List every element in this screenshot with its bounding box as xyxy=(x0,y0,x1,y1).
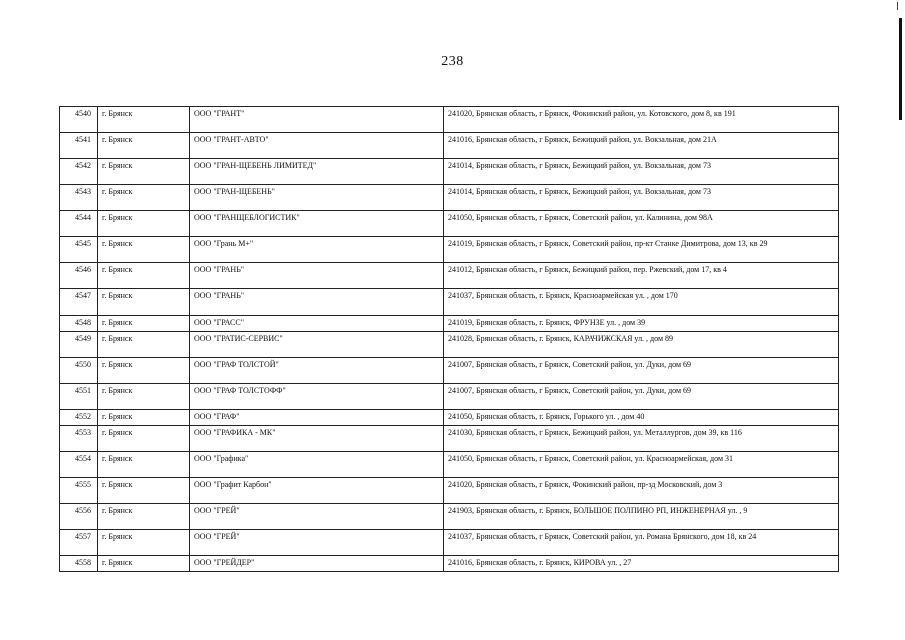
organization-cell: ООО "ГРАСС" xyxy=(190,316,444,332)
table-row xyxy=(60,107,839,133)
city-cell: г. Брянск xyxy=(98,159,190,185)
address-cell: 241037, Брянская область, г Брянск, Советский район, ул. Романа Брянского, дом 18, кв 24 xyxy=(444,530,839,556)
organization-cell: ООО "ГРАФ" xyxy=(190,410,444,426)
organization-cell: ООО "ГРАФ ТОЛСТОФФ" xyxy=(190,384,444,410)
page-edge-mark xyxy=(899,18,902,120)
registry-table-body xyxy=(60,107,839,572)
table-row xyxy=(60,410,839,426)
address-cell: 241030, Брянская область, г Брянск, Бежицкий район, ул. Металлургов, дом 39, кв 116 xyxy=(444,426,839,452)
organization-cell: ООО "ГРАФ ТОЛСТОЙ" xyxy=(190,358,444,384)
table-row xyxy=(60,478,839,504)
organization-cell: ООО "ГРЕЙ" xyxy=(190,530,444,556)
table-row xyxy=(60,530,839,556)
address-cell: 241007, Брянская область, г Брянск, Советский район, ул. Дуки, дом 69 xyxy=(444,358,839,384)
address-cell: 241050, Брянская область, г Брянск, Советский район, ул. Калинина, дом 98А xyxy=(444,211,839,237)
table-row xyxy=(60,159,839,185)
row-number-cell: 4545 xyxy=(60,237,98,263)
address-cell: 241016, Брянская область, г. Брянск, КИРОВА ул. , 27 xyxy=(444,556,839,572)
address-cell: 241019, Брянская область, г Брянск, Советский район, пр-кт Станке Димитрова, дом 13, кв 29 xyxy=(444,237,839,263)
table-row xyxy=(60,133,839,159)
row-number-cell: 4558 xyxy=(60,556,98,572)
address-cell: 241020, Брянская область, г Брянск, Фокинский район, ул. Котовского, дом 8, кв 191 xyxy=(444,107,839,133)
registry-table xyxy=(59,106,839,572)
table-row xyxy=(60,426,839,452)
address-cell: 241012, Брянская область, г Брянск, Бежицкий район, пер. Ржевский, дом 17, кв 4 xyxy=(444,263,839,289)
address-cell: 241014, Брянская область, г Брянск, Бежицкий район, ул. Вокзальная, дом 73 xyxy=(444,159,839,185)
organization-cell: ООО "ГРАНЬ" xyxy=(190,263,444,289)
city-cell: г. Брянск xyxy=(98,211,190,237)
city-cell: г. Брянск xyxy=(98,384,190,410)
city-cell: г. Брянск xyxy=(98,185,190,211)
table-row xyxy=(60,289,839,316)
city-cell: г. Брянск xyxy=(98,478,190,504)
table-row xyxy=(60,263,839,289)
address-cell: 241016, Брянская область, г Брянск, Бежицкий район, ул. Вокзальная, дом 21А xyxy=(444,133,839,159)
organization-cell: ООО "Графика" xyxy=(190,452,444,478)
city-cell: г. Брянск xyxy=(98,332,190,358)
row-number-cell: 4556 xyxy=(60,504,98,530)
table-row xyxy=(60,452,839,478)
table-row xyxy=(60,504,839,530)
table-row xyxy=(60,384,839,410)
city-cell: г. Брянск xyxy=(98,263,190,289)
table-row xyxy=(60,556,839,572)
city-cell: г. Брянск xyxy=(98,133,190,159)
address-cell: 241007, Брянская область, г Брянск, Советский район, ул. Дуки, дом 69 xyxy=(444,384,839,410)
organization-cell: ООО "ГРЕЙДЕР" xyxy=(190,556,444,572)
organization-cell: ООО "Графит Карбон" xyxy=(190,478,444,504)
organization-cell: ООО "ГРАН-ЩЕБЕНЬ" xyxy=(190,185,444,211)
row-number-cell: 4540 xyxy=(60,107,98,133)
address-cell: 241050, Брянская область, г Брянск, Советский район, ул. Красноармейская, дом 31 xyxy=(444,452,839,478)
city-cell: г. Брянск xyxy=(98,107,190,133)
organization-cell: ООО "ГРАФИКА - МК" xyxy=(190,426,444,452)
table-row xyxy=(60,332,839,358)
organization-cell: ООО "ГРАН-ЩЕБЕНЬ ЛИМИТЕД" xyxy=(190,159,444,185)
row-number-cell: 4547 xyxy=(60,289,98,316)
row-number-cell: 4542 xyxy=(60,159,98,185)
table-row xyxy=(60,237,839,263)
city-cell: г. Брянск xyxy=(98,426,190,452)
city-cell: г. Брянск xyxy=(98,504,190,530)
address-cell: 241028, Брянская область, г. Брянск, КАРАЧИЖСКАЯ ул. , дом 89 xyxy=(444,332,839,358)
row-number-cell: 4555 xyxy=(60,478,98,504)
organization-cell: ООО "ГРАНЩЕБЛОГИСТИК" xyxy=(190,211,444,237)
row-number-cell: 4543 xyxy=(60,185,98,211)
city-cell: г. Брянск xyxy=(98,556,190,572)
row-number-cell: 4546 xyxy=(60,263,98,289)
edge-tick-mark xyxy=(897,2,898,10)
table-row xyxy=(60,211,839,237)
row-number-cell: 4548 xyxy=(60,316,98,332)
organization-cell: ООО "ГРАНТ" xyxy=(190,107,444,133)
table-row xyxy=(60,316,839,332)
row-number-cell: 4551 xyxy=(60,384,98,410)
organization-cell: ООО "Грань М+" xyxy=(190,237,444,263)
city-cell: г. Брянск xyxy=(98,530,190,556)
row-number-cell: 4550 xyxy=(60,358,98,384)
city-cell: г. Брянск xyxy=(98,452,190,478)
organization-cell: ООО "ГРАНТ-АВТО" xyxy=(190,133,444,159)
row-number-cell: 4557 xyxy=(60,530,98,556)
organization-cell: ООО "ГРАНЬ" xyxy=(190,289,444,316)
page-number: 238 xyxy=(441,54,464,69)
address-cell: 241903, Брянская область, г. Брянск, БОЛЬШОЕ ПОЛПИНО РП, ИНЖЕНЕРНАЯ ул. , 9 xyxy=(444,504,839,530)
row-number-cell: 4549 xyxy=(60,332,98,358)
row-number-cell: 4541 xyxy=(60,133,98,159)
row-number-cell: 4544 xyxy=(60,211,98,237)
address-cell: 241050, Брянская область, г. Брянск, Горького ул. , дом 40 xyxy=(444,410,839,426)
address-cell: 241020, Брянская область, г Брянск, Фокинский район, пр-зд Московский, дом 3 xyxy=(444,478,839,504)
table-row xyxy=(60,185,839,211)
organization-cell: ООО "ГРЕЙ" xyxy=(190,504,444,530)
row-number-cell: 4553 xyxy=(60,426,98,452)
city-cell: г. Брянск xyxy=(98,316,190,332)
address-cell: 241019, Брянская область, г. Брянск, ФРУНЗЕ ул. , дом 39 xyxy=(444,316,839,332)
city-cell: г. Брянск xyxy=(98,237,190,263)
address-cell: 241014, Брянская область, г Брянск, Бежицкий район, ул. Вокзальная, дом 73 xyxy=(444,185,839,211)
organization-cell: ООО "ГРАТИС-СЕРВИС" xyxy=(190,332,444,358)
city-cell: г. Брянск xyxy=(98,410,190,426)
row-number-cell: 4554 xyxy=(60,452,98,478)
row-number-cell: 4552 xyxy=(60,410,98,426)
address-cell: 241037, Брянская область, г. Брянск, Красноармейская ул. , дом 170 xyxy=(444,289,839,316)
city-cell: г. Брянск xyxy=(98,289,190,316)
city-cell: г. Брянск xyxy=(98,358,190,384)
table-row xyxy=(60,358,839,384)
